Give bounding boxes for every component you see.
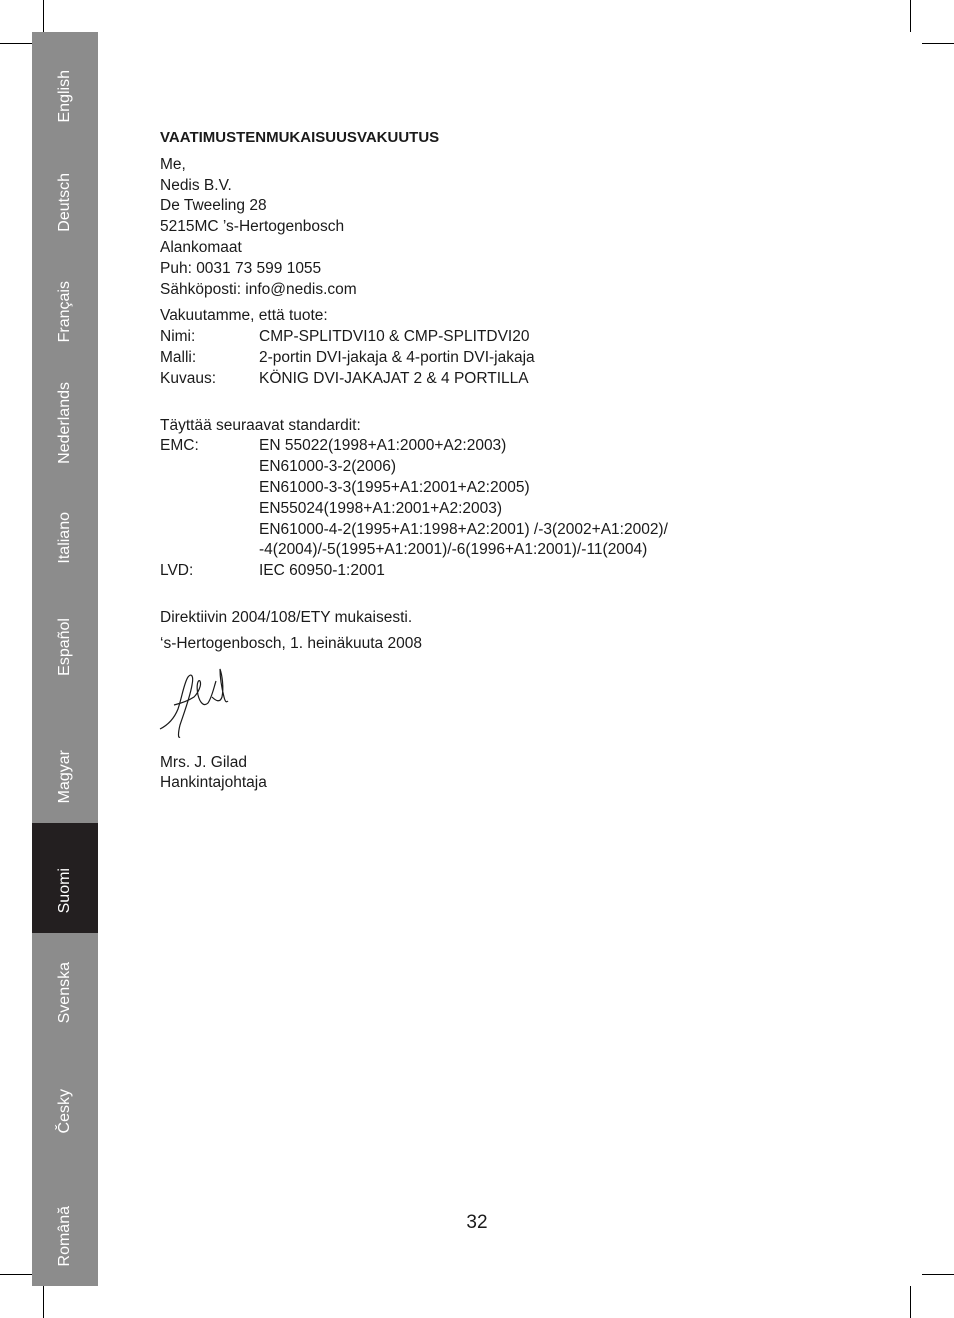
address-line: Alankomaat [160,238,242,256]
place-date: ‘s-Hertogenbosch, 1. heinäkuuta 2008 [160,634,422,652]
standard-line: -4(2004)/-5(1995+A1:2001)/-6(1996+A1:2001)/-11(2004) [259,541,648,559]
field-value: IEC 60950-1:2001 [259,562,385,580]
declaration-intro: Vakuutamme, että tuote: [160,307,328,325]
tab-label: Română [56,1205,73,1266]
field-value: CMP-SPLITDVI10 & CMP-SPLITDVI20 [259,328,530,346]
tab-label: Italiano [56,512,73,564]
crop-mark [910,1286,911,1318]
product-name-row [160,327,720,348]
field-label: EMC: [160,437,199,455]
address-line: Me, [160,155,186,173]
tab-deutsch[interactable] [32,142,98,252]
tab-label: Español [56,618,73,676]
standard-line: EN 55022(1998+A1:2000+A2:2003) [259,437,507,455]
address-line: 5215MC ’s-Hertogenbosch [160,218,345,236]
address-line: Sähköposti: info@nedis.com [160,280,357,298]
field-label: Kuvaus: [160,369,217,387]
crop-mark [910,0,911,32]
crop-mark [922,43,954,44]
address-line: Puh: 0031 73 599 1055 [160,259,322,277]
tab-magyar[interactable] [32,696,98,823]
field-value: 2-portin DVI-jakaja & 4-portin DVI-jakaja [259,348,535,366]
address-line: Nedis B.V. [160,176,232,194]
crop-mark [43,0,44,32]
tab-label: Magyar [56,749,73,803]
standards-intro: Täyttää seuraavat standardit: [160,416,361,434]
tab-francais[interactable] [32,252,98,362]
product-description-row [160,369,720,390]
product-model-row [160,348,720,369]
crop-mark [0,1274,32,1275]
tab-label: Nederlands [56,382,73,464]
tab-label: Svenska [56,961,73,1023]
page-title: VAATIMUSTENMUKAISUUSVAKUUTUS [160,129,440,146]
declaration-of-conformity [160,128,720,794]
tab-suomi[interactable] [32,823,98,933]
page-number: 32 [466,1212,488,1233]
tab-label: Deutsch [56,173,73,232]
field-label: Nimi: [160,328,196,346]
signer-title: Hankintajohtaja [160,774,267,792]
tab-nederlands[interactable] [32,362,98,484]
standard-line: EN61000-3-2(2006) [259,458,397,476]
tab-label: Suomi [56,867,73,913]
tab-label: English [56,69,73,122]
tab-espanol[interactable] [32,584,98,696]
standard-line: EN61000-4-2(1995+A1:1998+A2:2001) /-3(2002+A1:2002)/ [259,520,668,538]
tab-italiano[interactable] [32,484,98,584]
tab-svenska[interactable] [32,933,98,1043]
tab-label: Français [56,280,73,342]
crop-mark [0,43,32,44]
language-sidebar [32,32,98,1286]
standard-line: EN61000-3-3(1995+A1:2001+A2:2005) [259,478,530,496]
address-line: De Tweeling 28 [160,197,267,215]
signer-name: Mrs. J. Gilad [160,753,247,771]
tab-english[interactable] [32,32,98,142]
signature-image [158,667,238,743]
crop-mark [43,1286,44,1318]
crop-mark [922,1274,954,1275]
directive-text: Direktiivin 2004/108/ETY mukaisesti. [160,608,413,626]
lvd-row [160,561,720,582]
field-label: Malli: [160,348,197,366]
standard-line: EN55024(1998+A1:2001+A2:2003) [259,499,503,517]
field-label: LVD: [160,562,194,580]
emc-row [160,436,720,457]
field-value: KÖNIG DVI-JAKAJAT 2 & 4 PORTILLA [259,369,529,387]
tab-cesky[interactable] [32,1043,98,1153]
tab-label: Česky [56,1088,73,1133]
tab-romana[interactable] [32,1153,98,1286]
